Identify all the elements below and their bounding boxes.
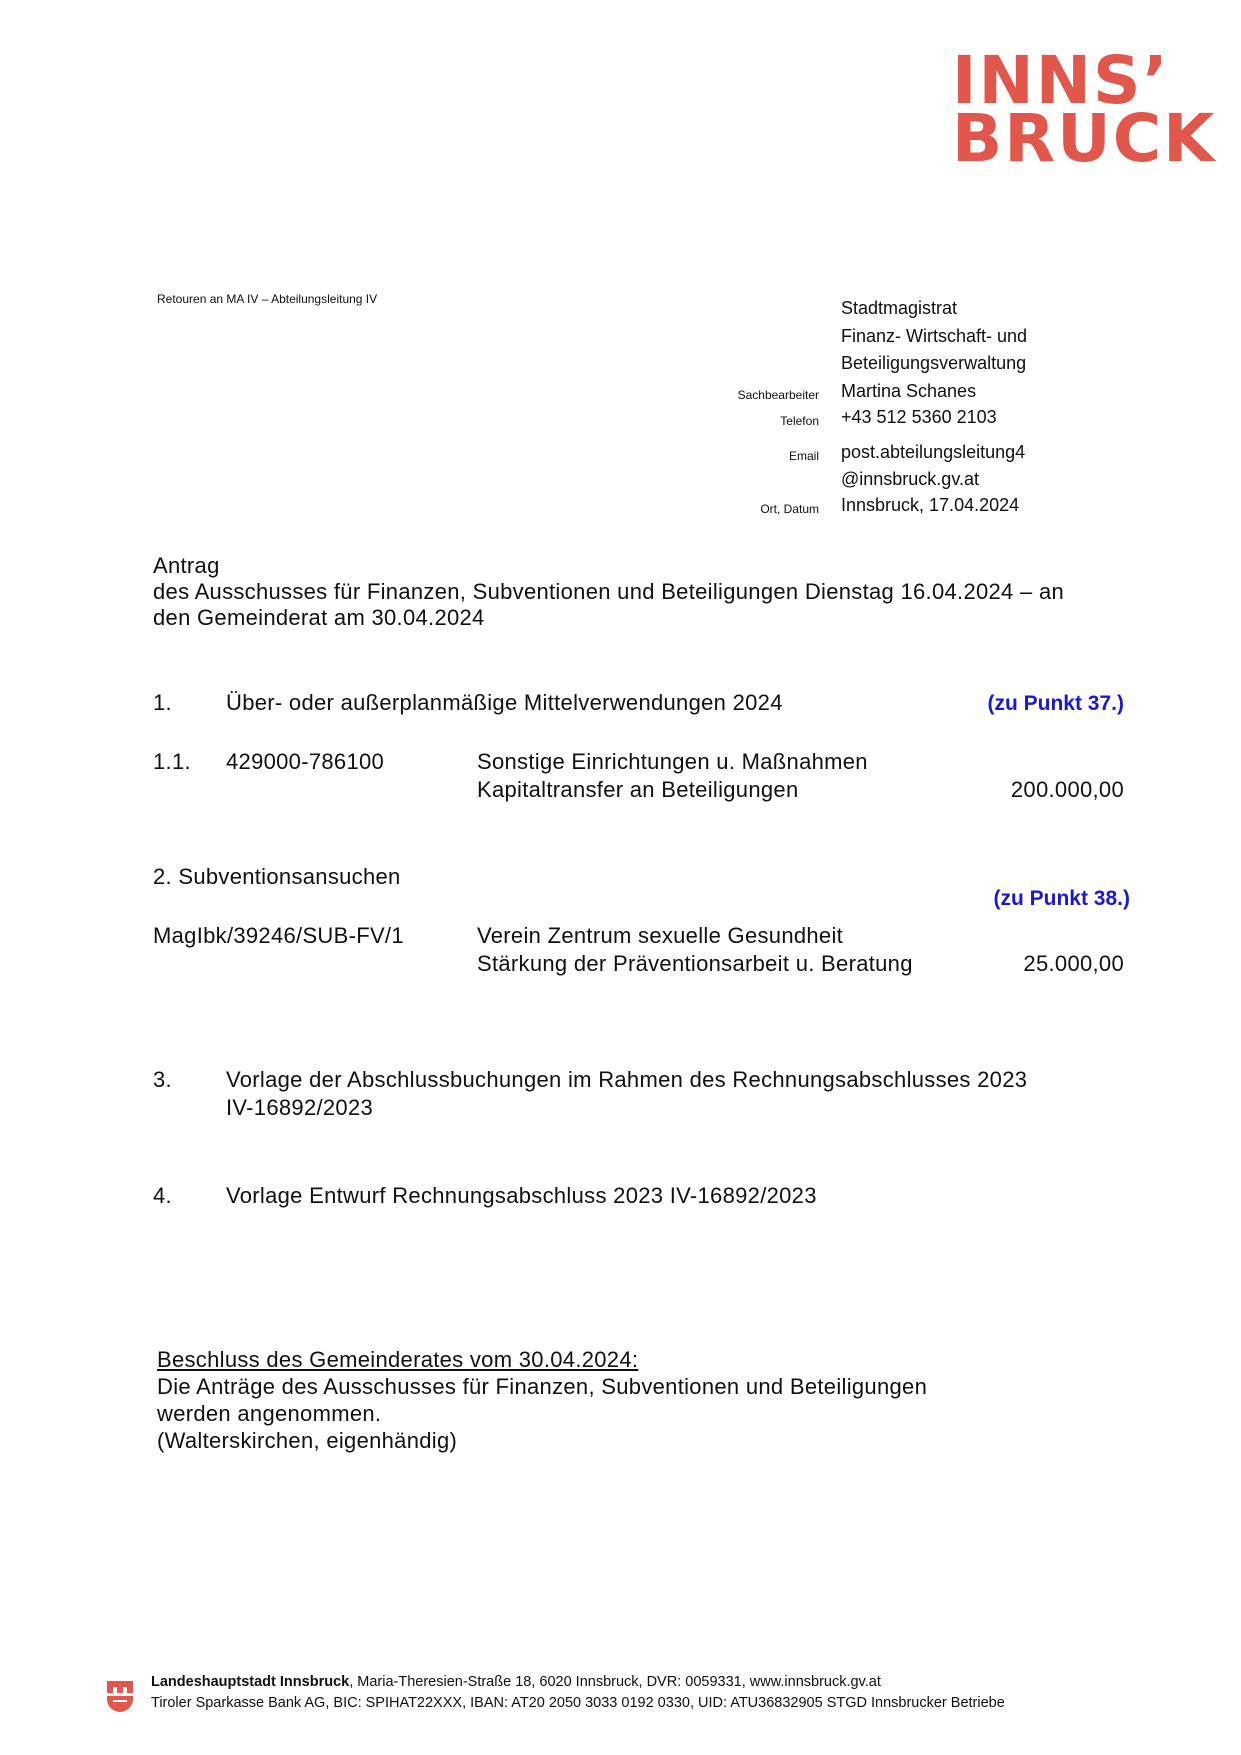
title-line-1: Antrag — [153, 553, 220, 578]
value-ort-datum: Innsbruck, 17.04.2024 — [841, 495, 1020, 515]
office-line-1: Stadtmagistrat — [841, 298, 958, 318]
item-2-1-code: MagIbk/39246/SUB-FV/1 — [153, 923, 404, 948]
footer-city-name: Landeshauptstadt Innsbruck — [151, 1674, 350, 1690]
item-1-1-desc-2: Kapitaltransfer an Beteiligungen — [477, 777, 799, 802]
label-sachbearbeiter: Sachbearbeiter — [737, 388, 819, 402]
title-line-3: den Gemeinderat am 30.04.2024 — [153, 605, 485, 630]
title-line-2: des Ausschusses für Finanzen, Subventionen und Beteiligungen Dienstag 16.04.2024 – an — [153, 579, 1065, 604]
item-1-1-desc-1: Sonstige Einrichtungen u. Maßnahmen — [477, 749, 868, 774]
item-1-number: 1. — [153, 690, 172, 715]
office-line-2: Finanz- Wirtschaft- und — [841, 326, 1028, 346]
decision-heading: Beschluss des Gemeinderates vom 30.04.2024: — [157, 1347, 639, 1372]
value-email[interactable]: post.abteilungsleitung4 — [841, 442, 1026, 462]
item-1-text: Über- oder außerplanmäßige Mittelverwendungen 2024 — [226, 690, 783, 715]
decision-line-2: werden angenommen. — [157, 1401, 382, 1426]
item-2-1-amount: 25.000,00 — [1023, 951, 1124, 976]
item-3-line-1: Vorlage der Abschlussbuchungen im Rahmen des Rechnungsabschlusses 2023 — [226, 1067, 1028, 1092]
logo-line-2: BRUCK — [952, 100, 1217, 177]
item-1-1-code: 429000-786100 — [226, 749, 385, 774]
label-telefon: Telefon — [780, 414, 819, 428]
return-address: Retouren an MA IV – Abteilungsleitung IV — [157, 292, 378, 306]
logo-line-1: INNS’ — [952, 42, 1170, 119]
item-1-ref: (zu Punkt 37.) — [987, 692, 1124, 715]
decision-line-3: (Walterskirchen, eigenhändig) — [157, 1428, 458, 1453]
label-ort-datum: Ort, Datum — [760, 502, 819, 516]
footer-address: , Maria-Theresien-Straße 18, 6020 Innsbruck, DVR: 0059331, www.innsbruck.gv.at — [349, 1674, 881, 1690]
item-2-1-desc-1: Verein Zentrum sexuelle Gesundheit — [477, 923, 844, 948]
value-sachbearbeiter: Martina Schanes — [841, 381, 977, 401]
item-1-1-amount: 200.000,00 — [1010, 777, 1124, 802]
label-email: Email — [788, 449, 819, 463]
value-telefon: +43 512 5360 2103 — [841, 407, 997, 427]
value-email-domain[interactable]: @innsbruck.gv.at — [841, 469, 979, 489]
item-3-line-2: IV-16892/2023 — [226, 1095, 374, 1120]
item-3-number: 3. — [153, 1067, 172, 1092]
item-1-1-number: 1.1. — [153, 749, 191, 774]
city-logo — [952, 42, 1217, 177]
footer-line-2: Tiroler Sparkasse Bank AG, BIC: SPIHAT22XXX, IBAN: AT20 2050 3033 0192 0330, UID: ATU36832905 STGD Innsbrucker Betriebe — [151, 1695, 1005, 1711]
item-4-number: 4. — [153, 1183, 172, 1208]
footer-line-1 — [151, 1674, 881, 1690]
item-2-text: 2. Subventionsansuchen — [153, 864, 401, 889]
item-4-text: Vorlage Entwurf Rechnungsabschluss 2023 IV-16892/2023 — [226, 1183, 817, 1208]
office-line-3: Beteiligungsverwaltung — [841, 353, 1027, 373]
decision-line-1: Die Anträge des Ausschusses für Finanzen, Subventionen und Beteiligungen — [157, 1374, 928, 1399]
item-2-ref: (zu Punkt 38.) — [993, 887, 1130, 910]
item-2-1-desc-2: Stärkung der Präventionsarbeit u. Beratung — [477, 951, 913, 976]
city-crest-icon — [106, 1679, 134, 1713]
